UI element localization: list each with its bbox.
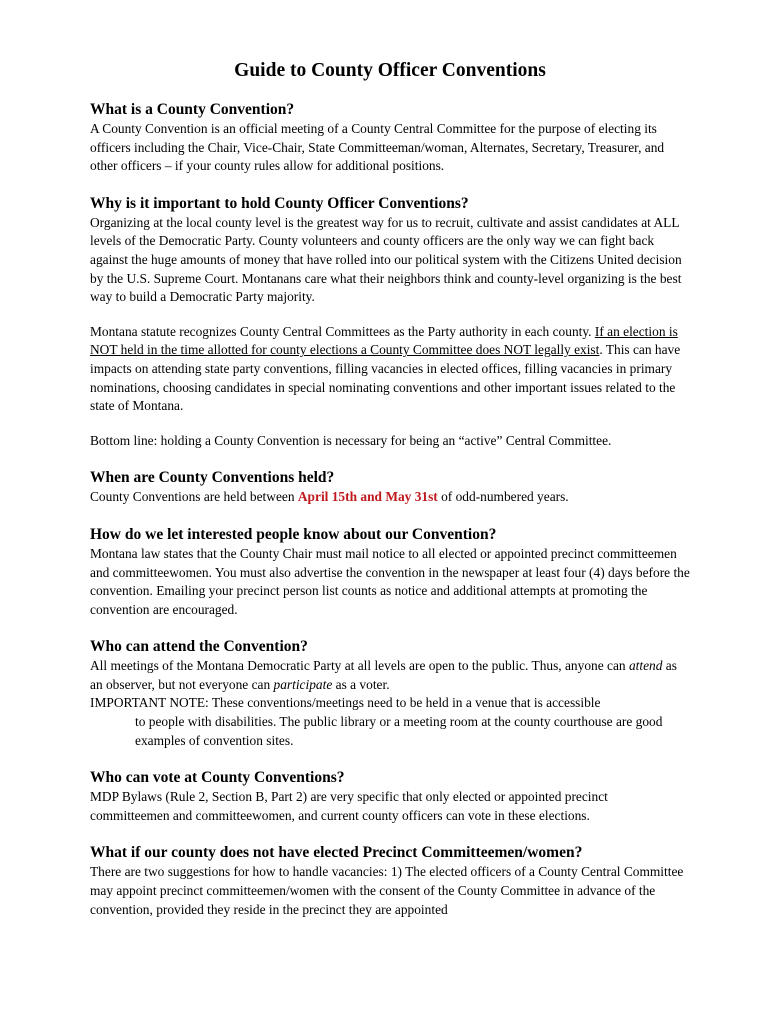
document-page <box>90 58 690 919</box>
heading-vacancies: What if our county does not have elected Precinct Committeemen/women? <box>90 844 583 862</box>
attend-text-3: as a voter. <box>332 676 390 692</box>
para-what-is-convention: A County Convention is an official meeting of a County Central Committee for the purpose of electing its officers including the Chair, Vice-Chair, State Committeeman/woman, Alternates, Secretary, Treasurer, and other officers – if your county rules allow for additional positions. <box>90 121 665 174</box>
page-title: Guide to County Officer Conventions <box>234 60 546 81</box>
para-bottom-line: Bottom line: holding a County Convention is necessary for being an “active” Central Committee. <box>90 432 612 448</box>
underlined-warning: If an election is NOT held in the time allotted for county elections a County Committee does NOT legally exist <box>90 323 678 358</box>
para-when-held <box>90 488 690 507</box>
heading-when-held: When are County Conventions held? <box>90 469 335 487</box>
date-range-highlight: April 15th and May 31st <box>297 489 438 505</box>
para-why-important-2 <box>90 323 690 416</box>
para-notify: Montana law states that the County Chair must mail notice to all elected or appointed precinct committeemen and committeewomen. You must also advertise the convention in the newspaper at least four (4) days before the convention. Emailing your precinct person list counts as notice and additional attempts at promoting the convention are encouraged. <box>90 545 690 617</box>
statute-text: Montana statute recognizes County Central Committees as the Party authority in each county. <box>90 323 595 339</box>
attend-text-1: All meetings of the Montana Democratic Party at all levels are open to the public. Thus, anyone can <box>90 658 629 674</box>
when-text-pre: County Conventions are held between <box>90 489 298 505</box>
important-note-rest: to people with disabilities. The public library or a meeting room at the county courthouse are good examples of convention sites. <box>135 714 663 748</box>
attend-text-2: as an observer, but not everyone can <box>90 658 677 692</box>
when-text-post: of odd-numbered years. <box>437 489 569 505</box>
para-vacancies: There are two suggestions for how to handle vacancies: 1) The elected officers of a County Central Committee may appoint precinct committeemen/women with the consent of the County Committee in advance of the convention, provided they reside in the precinct they are appointed <box>90 864 684 917</box>
para-who-can-vote: MDP Bylaws (Rule 2, Section B, Part 2) are very specific that only elected or appointed precinct committeemen and committeewomen, and current county officers can vote in these elections. <box>90 789 608 823</box>
heading-who-can-attend: Who can attend the Convention? <box>90 638 308 656</box>
para-why-important-1: Organizing at the local county level is the greatest way for us to recruit, cultivate and assist candidates at ALL levels of the Democratic Party. County volunteers and county officers are the only way we can fight back against the huge amounts of money that have rolled into our political system with the Citizens United decision by the U.S. Supreme Court. Montanans care what their neighbors think and county-level organizing is the best way to build a Democratic Party majority. <box>90 214 682 305</box>
para-who-can-attend <box>90 657 690 694</box>
heading-what-is-convention: What is a County Convention? <box>90 101 295 118</box>
attend-em-participate: participate <box>273 676 333 692</box>
important-note-line1: IMPORTANT NOTE: These conventions/meetings need to be held in a venue that is accessible <box>90 695 601 711</box>
statute-impacts: . This can have impacts on attending state party conventions, filling vacancies in elected offices, filling vacancies in primary nominations, choosing candidates in special nominating conventions and other important issues related to the state of Montana. <box>90 342 681 414</box>
heading-who-can-vote: Who can vote at County Conventions? <box>90 769 345 787</box>
attend-em-attend: attend <box>628 658 663 674</box>
heading-notify: How do we let interested people know about our Convention? <box>90 525 497 543</box>
heading-why-important: Why is it important to hold County Officer Conventions? <box>90 194 469 212</box>
